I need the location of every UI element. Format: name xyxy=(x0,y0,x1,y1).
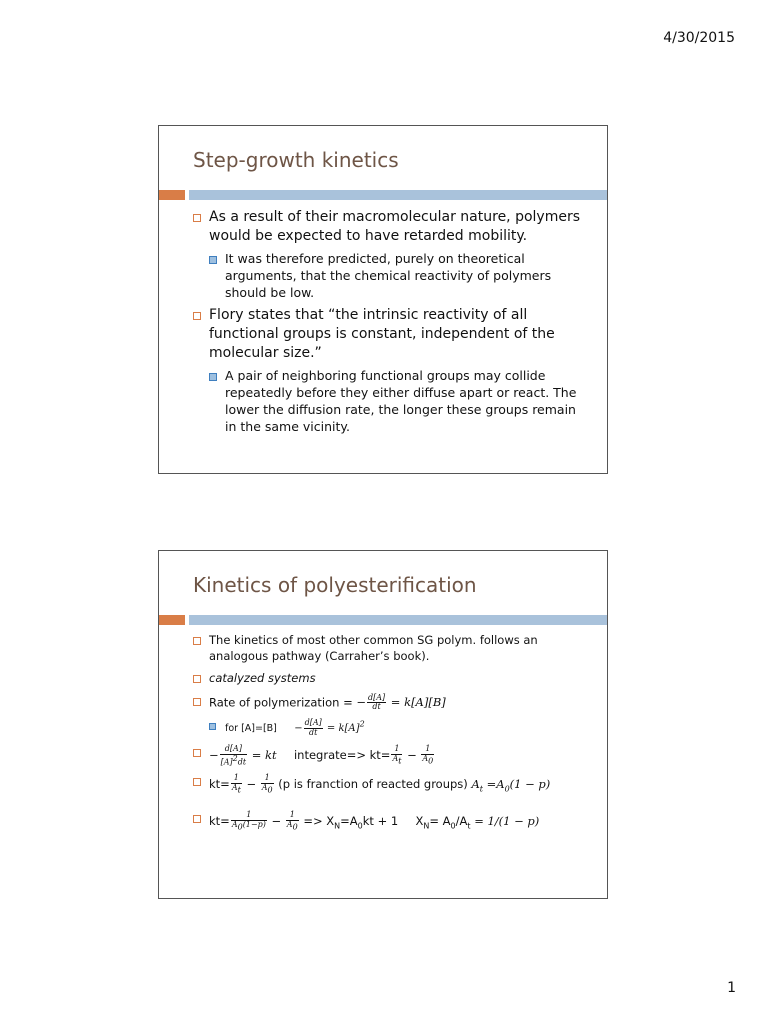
arrow-text: => xyxy=(303,814,323,829)
sub-bullet-text: It was therefore predicted, purely on theoretical arguments, that the chemical reactivity of polymers should be low. xyxy=(225,250,552,300)
bullet-text: The kinetics of most other common SG polym. follows an analogous pathway (Carraher’s book). xyxy=(209,633,538,663)
bullet-item xyxy=(193,208,589,246)
bullet-item xyxy=(193,633,589,664)
dp-equation-3: $X_N= A_0/A_t = 1/(1 - p)$ xyxy=(415,814,540,831)
slide-title: Kinetics of polyesterification xyxy=(193,573,477,597)
sub-bullet-text: for [A]=[B] xyxy=(225,722,277,734)
sub-bullet-item xyxy=(209,368,589,436)
title-accent-bar xyxy=(159,615,185,625)
integrate-label: integrate=> xyxy=(293,747,366,762)
bullet-item-conversion xyxy=(193,774,589,795)
title-rule-bar xyxy=(189,190,607,200)
page-number: 1 xyxy=(727,980,736,996)
conversion-equation: $A_t =A_0(1 - p)$ xyxy=(471,777,551,794)
sub-bullet-text: A pair of neighboring functional groups may collide repeatedly before they either diffuse apart or react. The lower the diffusion rate, the longer these groups remain in the same vicinity. xyxy=(225,368,577,434)
bullet-text: catalyzed systems xyxy=(209,671,316,686)
bullet-item xyxy=(193,306,589,363)
conversion-note: (p is franction of reacted groups) xyxy=(278,777,468,792)
slide-title: Step-growth kinetics xyxy=(193,148,399,172)
rate-equation-equal: − $\frac{d[A]}{dt}$ = $k[A]^2$ xyxy=(294,718,365,737)
slide-kinetics-of-polyesterification xyxy=(158,550,608,899)
filled-square-bullet-icon xyxy=(209,723,216,730)
bullet-text: As a result of their macromolecular nature, polymers would be expected to have retarded mobility. xyxy=(209,209,581,244)
bullet-item-degree-of-polymerization xyxy=(193,811,589,832)
sub-bullet-item xyxy=(209,251,589,302)
bullet-item-integrate xyxy=(193,745,589,767)
title-rule-bar xyxy=(189,615,607,625)
slide-content xyxy=(193,633,589,839)
dp-equation-1: kt= $\frac{1}{A_0(1-p)}$ − $\frac{1}{A_0}$ xyxy=(209,810,298,832)
bullet-item xyxy=(193,671,589,687)
sub-bullet-item xyxy=(209,719,589,738)
slide-content xyxy=(193,208,589,441)
square-bullet-icon xyxy=(193,698,201,706)
square-bullet-icon xyxy=(193,778,201,786)
square-bullet-icon xyxy=(193,637,201,645)
bullet-text: Rate of polymerization = xyxy=(209,694,357,709)
square-bullet-icon xyxy=(193,675,201,683)
bullet-item-rate-equation xyxy=(193,694,589,713)
filled-square-bullet-icon xyxy=(209,373,217,381)
square-bullet-icon xyxy=(193,749,201,757)
bullet-text: Flory states that “the intrinsic reactivity of all functional groups is constant, independent of the molecular size.” xyxy=(209,307,555,362)
integrated-equation: kt= $\frac{1}{A_t}$ − $\frac{1}{A_0}$ xyxy=(209,772,273,795)
square-bullet-icon xyxy=(193,312,201,320)
differential-equation: − $\frac{d[A]}{[A]^2dt}$ = kt xyxy=(209,743,277,767)
slide-step-growth-kinetics xyxy=(158,125,608,474)
integrated-equation: kt= $\frac{1}{A_t}$ − $\frac{1}{A_0}$ xyxy=(369,743,434,766)
title-accent-bar xyxy=(159,190,185,200)
square-bullet-icon xyxy=(193,214,201,222)
rate-equation: − $\frac{d[A]}{dt}$ = k[A][B] xyxy=(356,692,446,712)
filled-square-bullet-icon xyxy=(209,256,217,264)
dp-equation-2: $X_N=A_0kt + 1$ xyxy=(326,814,399,831)
square-bullet-icon xyxy=(193,815,201,823)
page-date: 4/30/2015 xyxy=(663,30,735,46)
